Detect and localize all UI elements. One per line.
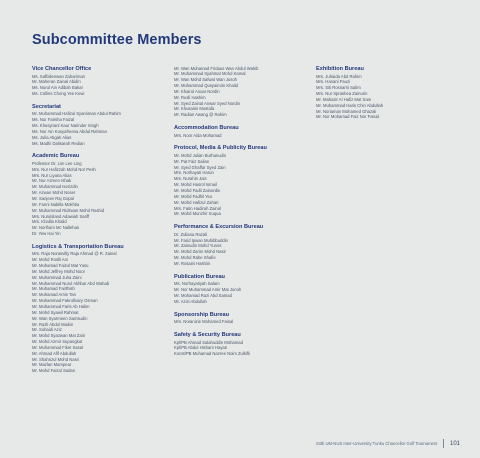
member-name: Mr. Khairul Anuar Nordin: [174, 88, 220, 94]
member-name: Mr. Sanjeev Raj Gopal: [32, 196, 74, 201]
member-name: Mr. Mohd Hasrol Ismail: [174, 182, 217, 188]
member-name: Mr. Mohd Faizal Sadan: [32, 368, 76, 374]
member-name: Mr. Shahrizul Mohd Nasri: [32, 356, 80, 362]
member-name: Mr. Nor Muhammad Amir Mat Junoh: [174, 287, 242, 293]
bureau-title: Publication Bureau: [174, 273, 225, 280]
bureau-title: Logistics & Transportation Bureau: [32, 243, 124, 250]
member-name: Mr. Mohd Syazwan Mat Zain: [32, 333, 86, 339]
member-name: Ms. Nurul Ain Adibah Bakar: [32, 85, 83, 91]
member-name: Mr. Mohd Munzhir Suqua: [174, 211, 221, 217]
bureau-title: Accommodation Bureau: [174, 125, 239, 132]
member-list: [174, 319, 314, 325]
bureau-group: [32, 104, 172, 147]
member-name: Mr. Muhammad Juha Zaini: [32, 274, 82, 280]
bureau-title: Protocol, Media & Publicity Bureau: [174, 145, 267, 152]
member-list: [174, 232, 314, 267]
member-name: Ms. Collins Chong Yee Kewi: [32, 91, 85, 97]
bureau-group: [174, 145, 314, 217]
column-3: [316, 66, 456, 127]
bureau-group: [174, 66, 314, 119]
member-name: Dr. Yew Hai Yin: [32, 231, 61, 237]
member-list: [174, 153, 314, 217]
bureau-group: [32, 153, 172, 236]
member-name: Mr. Mohd Azmir Supangkat: [32, 339, 83, 345]
member-name: Mr. Zainudin Mohd Yunos: [174, 243, 222, 249]
bureau-title: Secretariat: [32, 103, 61, 110]
member-name: Mr. Rusli Hashim: [174, 94, 206, 100]
member-name: Kpl/PB Abdul Hisham Hayati: [174, 345, 227, 351]
member-name: Mr. Pat Faiz Sailan: [174, 158, 210, 164]
member-name: Ms. Saffalienwan Zahariman: [32, 73, 85, 79]
member-list: [32, 111, 172, 146]
member-name: Mr. Mazlan Mampear: [32, 362, 72, 368]
member-name: Mr. Mohd Syawil Rahmat: [32, 309, 79, 315]
member-name: Mr. Mohamad Razi Abd Samad: [174, 292, 232, 298]
member-list: [174, 340, 314, 358]
member-name: Mr. Muhammad Nurul Akhbar Abd Wahab: [32, 280, 110, 286]
bureau-group: [174, 312, 314, 325]
member-name: Mrs. Khalila Khalid: [32, 219, 67, 225]
member-name: Mr. Azwan Mohd Noser: [32, 190, 76, 196]
member-name: Mr. Wan Syarmeen Samsudin: [32, 315, 88, 321]
member-name: Mrs. Raja Norasvilly Raja Ahmad @ R. Zainal: [32, 251, 117, 257]
member-name: Mr. Mohd Hafizul Zahari: [174, 199, 219, 205]
member-name: Mr. Mohd Fadil Zainordin: [174, 188, 221, 193]
member-name: Mr. Mohd Jeffrey Mohd Noor: [32, 268, 85, 274]
member-name: Mr. Nor Mohamad Faiz Nor Faisal: [316, 114, 379, 120]
member-name: Mr. Suhaidi Aziz: [32, 327, 62, 333]
member-list: [32, 161, 172, 237]
member-name: Mr. Noriaman Mohamed Ghazali: [316, 108, 377, 114]
member-name: Mr. Muhammad Qusyaimim Khalid: [174, 83, 238, 89]
member-name: Mr. Mohd Zarim Mohd Nasir: [174, 249, 226, 255]
member-list: [32, 251, 172, 374]
member-name: Mr. Wan Muhamad Firdaus Wan Abdul Wahib: [174, 65, 259, 71]
member-name: Professor Dr. Lim Lee Ling: [32, 160, 82, 166]
bureau-title: Performance & Excursion Bureau: [174, 224, 264, 231]
member-name: Mr. Radian Awang @ Rahim: [174, 112, 227, 118]
member-name: Mrs. Nur Hafizzah Mohd Nor Pesh: [32, 166, 96, 172]
member-list: [174, 66, 314, 119]
member-list: [32, 74, 172, 97]
member-name: Mrs. Nur Sprashea Zainurin: [316, 91, 368, 97]
member-name: Ms. Madhi Dalisarah Redian: [32, 140, 85, 146]
page-title: Subcommittee Members: [32, 32, 202, 48]
member-name: Mrs. Hanani Fauzi: [316, 79, 350, 85]
member-name: Mr. Muhammad Ridzwan Mohd Rashid: [32, 207, 105, 213]
footer-divider: [443, 439, 444, 448]
member-name: Ms. Nur Farisha Faizal: [32, 117, 75, 123]
member-name: Mr. Wan Mohd Safwat Wan Jusoh: [174, 77, 237, 83]
member-name: Mrs. Noor Aida Mohamad: [174, 132, 222, 138]
member-name: Mrs. Norhayati Harun: [174, 170, 214, 176]
bureau-title: Academic Bureau: [32, 153, 80, 160]
member-name: Mr. Azizi Abdullah: [174, 298, 207, 304]
bureau-title: Safety & Security Bureau: [174, 332, 241, 338]
member-name: Mrs. Nurahin Jais: [174, 176, 207, 182]
member-name: Mr. Noriham Mc Nallehan: [32, 225, 80, 231]
member-name: Mr. Nur Azreen Ishak: [32, 178, 72, 184]
bureau-group: [174, 332, 314, 357]
member-name: Mr. Ahmad Afif Abdullah: [32, 350, 77, 356]
member-name: Mr. Mohd Roslli Ani: [32, 257, 68, 263]
member-name: Mrs. Juhaida Abd Rahim: [316, 73, 362, 79]
bureau-group: [174, 274, 314, 305]
bureau-group: [316, 66, 456, 120]
bureau-group: [174, 224, 314, 267]
member-name: Ms. Julia Atigah Alias: [32, 134, 72, 140]
member-name: Mr. Muhammad Iserizdin: [32, 184, 78, 190]
member-name: Mrs. Nur Liyana Alias: [32, 172, 72, 178]
member-name: Mr. Muhamad Fairthish: [32, 286, 75, 292]
bureau-title: Sponsorship Bureau: [174, 311, 230, 318]
member-name: Mr. Maheran Zainal Abidin: [32, 79, 81, 85]
column-1: [32, 66, 172, 381]
footer-event-title: 54th UM-NUS Inter-University Tunku Chancellor Golf Tournament: [316, 441, 438, 446]
member-name: Mrs. Noranizie Mohamed Faisal: [174, 319, 234, 325]
member-name: Kpl/PB Ahmad Salahuddin Mohamad: [174, 339, 243, 345]
member-name: Ms. Khusynanl Kaur Narinder Singh: [32, 123, 99, 129]
member-name: Mr. Muhammad Faris Ab Halim: [32, 304, 90, 309]
bureau-group: [32, 66, 172, 97]
bureau-group: [174, 125, 314, 138]
bureau-title: Exhibition Bureau: [316, 66, 364, 72]
bureau-title: Vice Chancellor Office: [32, 66, 92, 72]
member-name: Mr. Farid Ipwan Muhibbuddin: [174, 237, 228, 243]
member-name: Mr. Mohd Rahe Shafie: [174, 255, 216, 261]
member-name: Mr. Fanni Nabilla Mokhtia: [32, 201, 80, 207]
member-name: Mrs. Siti Rosnarni Salim: [316, 85, 361, 91]
member-name: Dr. Zuliana Razali: [174, 231, 208, 237]
page-footer: [0, 439, 460, 448]
member-name: Mr. Mahazir Al Hafiz Mat Sam: [316, 96, 372, 102]
member-name: Ms. Nur Ain Kusyafreena Abdul Rahman: [32, 128, 107, 134]
member-list: [316, 74, 456, 121]
member-list: [174, 133, 314, 139]
member-name: Mr. Muhammad Haris Chin Abdullah: [316, 102, 384, 108]
member-name: Mr. Muhammad Syahmat Mohd Kamal: [174, 71, 246, 77]
column-2: [174, 66, 314, 364]
member-name: Mr. Muhamad Faizul Mat Yusu: [32, 263, 89, 269]
member-name: Mr. Mohd Julian Burhanudin: [174, 152, 227, 158]
member-name: Ms. Norhayatiyah Salam: [174, 281, 220, 287]
member-name: Mr. Razli Abdul Maikin: [32, 321, 74, 327]
member-name: Mr. Mohd Fadhil Yeo: [174, 193, 213, 199]
member-name: Mrs. Fatin Hadirah Zainol: [174, 205, 222, 211]
member-name: Mr. Muhammad Fiket Sasal: [32, 344, 83, 350]
member-list: [174, 281, 314, 304]
member-name: Mr. Rosaini Hashim: [174, 260, 211, 266]
member-name: Mr. Muhammad Fakrulhairy Osman: [32, 298, 98, 304]
member-name: Mr. Khusaimi Mustafa: [174, 106, 215, 112]
member-name: Mr. Muhammad Hafizul Syamiman Abdul Rahim: [32, 111, 121, 117]
page-number: 101: [449, 440, 460, 447]
member-name: Mrs. Nurulsland Adawiah Sariff: [32, 213, 90, 219]
member-name: Mr. Syed Zainal Anwar Syed Nordin: [174, 100, 241, 106]
member-name: Mr. Syed Ghaffar Syed Zain: [174, 164, 226, 170]
member-name: Konst/PB Muhamad Nazree Noim Zulkifli: [174, 351, 250, 357]
bureau-group: [32, 244, 172, 374]
member-name: Mr. Muhamad Amin Tan: [32, 292, 76, 298]
